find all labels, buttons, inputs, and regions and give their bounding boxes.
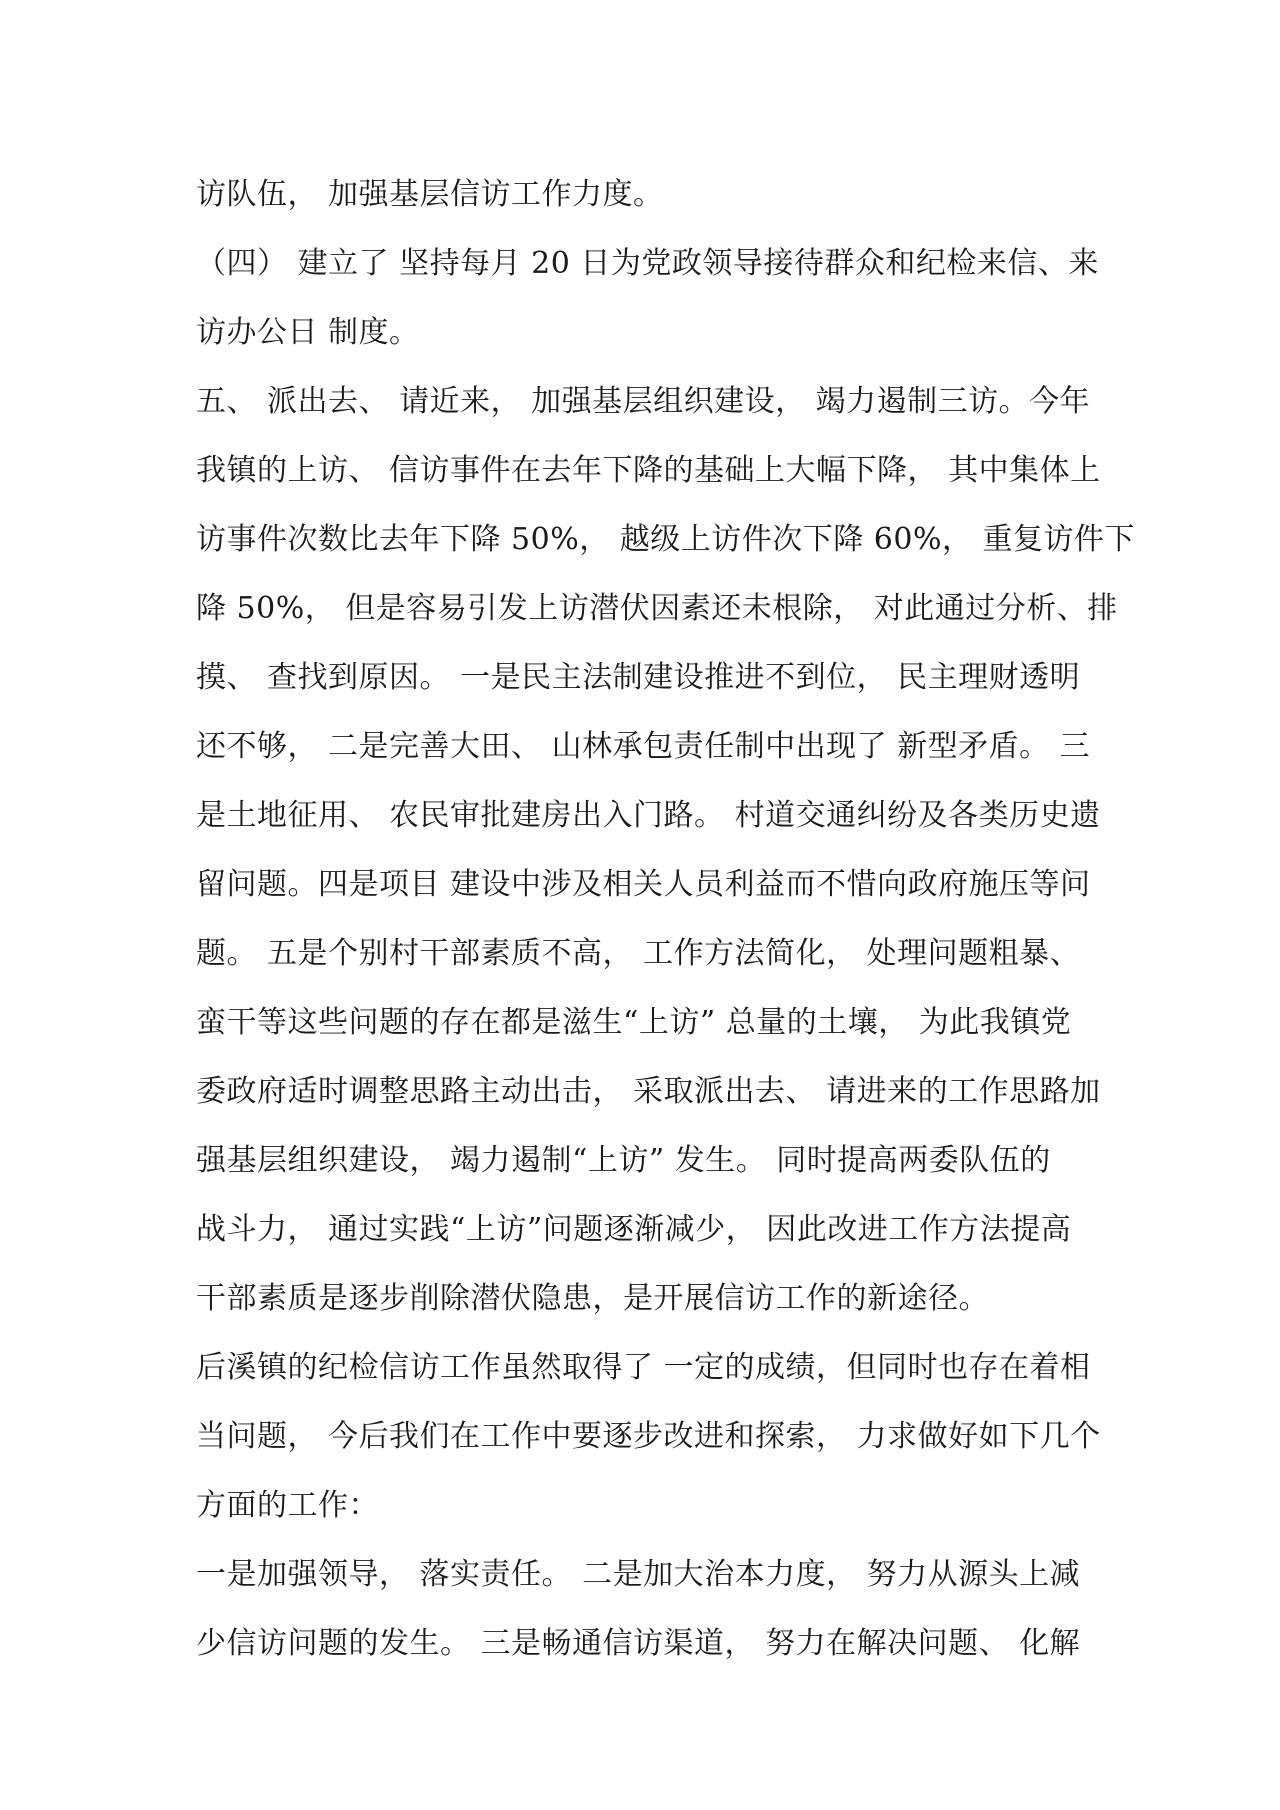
text-line: 强基层组织建设， 竭力遏制“上访” 发生。 同时提高两委队伍的 <box>196 1143 1051 1178</box>
text-line: 一是加强领导， 落实责任。 二是加大治本力度， 努力从源头上减 <box>196 1557 1081 1592</box>
text-line: 是土地征用、 农民审批建房出入门路。 村道交通纠纷及各类历史遗 <box>196 798 1101 833</box>
text-line: 干部素质是逐步削除潜伏隐患，是开展信访工作的新途径。 <box>196 1281 989 1316</box>
text-line: 委政府适时调整思路主动出击， 采取派出去、 请进来的工作思路加 <box>196 1074 1101 1109</box>
text-line: 留问题。四是项目 建设中涉及相关人员利益而不惜向政府施压等问 <box>196 867 1091 902</box>
text-line: 还不够， 二是完善大田、 山林承包责任制中出现了 新型矛盾。 三 <box>196 729 1091 764</box>
text-line: 少信访问题的发生。 三是畅通信访渠道， 努力在解决问题、 化解 <box>196 1626 1081 1661</box>
text-line: 题。 五是个别村干部素质不高， 工作方法简化， 处理问题粗暴、 <box>196 936 1081 971</box>
text-line: 访办公日 制度。 <box>196 315 420 350</box>
text-line: 战斗力， 通过实践“上访”问题逐渐减少， 因此改进工作方法提高 <box>196 1212 1072 1247</box>
text-line: 后溪镇的纪检信访工作虽然取得了 一定的成绩，但同时也存在着相 <box>196 1350 1091 1385</box>
text-line: 当问题， 今后我们在工作中要逐步改进和探索， 力求做好如下几个 <box>196 1419 1101 1454</box>
text-line: （四） 建立了 坚持每月 20 日为党政领导接待群众和纪检来信、来 <box>196 246 1099 281</box>
document-body <box>196 160 1136 1678</box>
text-line: 访队伍， 加强基层信访工作力度。 <box>196 177 664 212</box>
text-line: 五、 派出去、 请近来， 加强基层组织建设， 竭力遏制三访。今年 <box>196 384 1091 419</box>
text-line: 我镇的上访、 信访事件在去年下降的基础上大幅下降， 其中集体上 <box>196 453 1101 488</box>
text-line: 摸、 查找到原因。 一是民主法制建设推进不到位， 民主理财透明 <box>196 660 1081 695</box>
text-line: 蛮干等这些问题的存在都是滋生“上访” 总量的土壤， 为此我镇党 <box>196 1005 1072 1040</box>
text-line: 降 50%， 但是容易引发上访潜伏因素还未根除， 对此通过分析、排 <box>196 591 1118 626</box>
text-line: 访事件次数比去年下降 50%， 越级上访件次下降 60%， 重复访件下 <box>196 522 1136 557</box>
text-line: 方面的工作： <box>196 1488 379 1523</box>
